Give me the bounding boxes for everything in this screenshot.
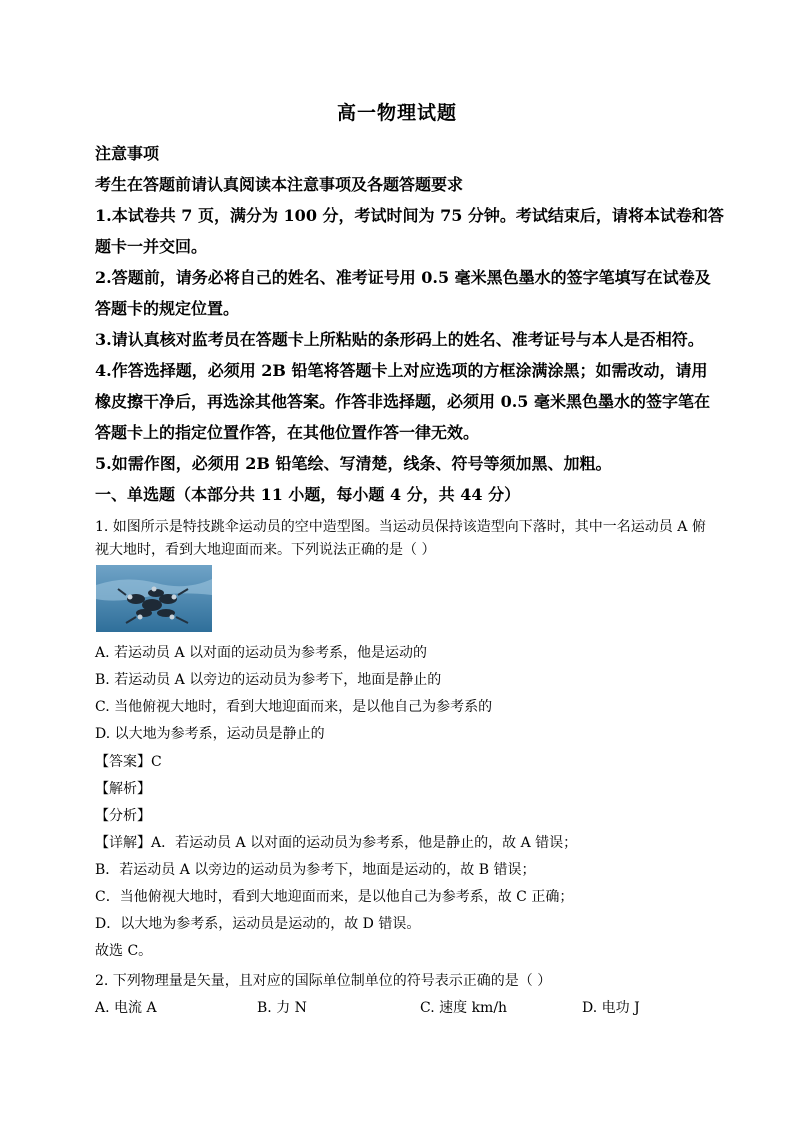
q2-stem: 2. 下列物理量是矢量，且对应的国际单位制单位的符号表示正确的是（ ） [95,973,552,989]
q1-option-b: B. 若运动员 A 以旁边的运动员为参考下，地面是静止的 [95,672,442,688]
q1-analysis-label: 【解析】 [95,781,151,797]
notice-line-4: 答题卡的规定位置。 [95,299,240,318]
page-title: 高一物理试题 [336,102,457,124]
notice-line-5: 3.请认真核对监考员在答题卡上所粘贴的条形码上的姓名、准考证号与本人是否相符。 [95,330,704,349]
q2-option-d: D. 电功 J [582,1000,640,1016]
q1-detail-2: B．若运动员 A 以旁边的运动员为参考下，地面是运动的，故 B 错误； [95,862,536,878]
notice-line-9: 5.如需作图，必须用 2B 铅笔绘、写清楚，线条、符号等须加黑、加粗。 [95,454,612,473]
q1-option-d: D. 以大地为参考系，运动员是静止的 [95,726,325,742]
q1-detail-3: C．当他俯视大地时，看到大地迎面而来，是以他自己为参考系，故 C 正确； [95,889,574,905]
q1-stem-line-2: 视大地时，看到大地迎面而来。下列说法正确的是（ ） [95,542,436,558]
q1-option-c: C. 当他俯视大地时，看到大地迎面而来，是以他自己为参考系的 [95,699,493,715]
q1-stem-line-1: 1. 如图所示是特技跳伞运动员的空中造型图。当运动员保持该造型向下落时，其中一名运动员 A 俯 [95,519,706,535]
q1-answer: 【答案】C [95,754,162,770]
notice-line-8: 答题卡上的指定位置作答，在其他位置作答一律无效。 [95,423,480,442]
q1-option-a: A. 若运动员 A 以对面的运动员为参考系，他是运动的 [95,645,428,661]
q1-detail-4: D．以大地为参考系，运动员是运动的，故 D 错误。 [95,916,421,932]
section-heading: 一、单选题（本部分共 11 小题，每小题 4 分，共 44 分） [95,485,521,504]
q1-fenxi-label: 【分析】 [95,808,151,824]
notice-line-3: 2.答题前，请务必将自己的姓名、准考证号用 0.5 毫米黑色墨水的签字笔填写在试卷及 [95,268,711,287]
q2-option-c: C. 速度 km/h [420,1000,508,1016]
notice-line-2: 题卡一并交回。 [95,237,208,256]
notice-intro: 考生在答题前请认真阅读本注意事项及各题答题要求 [95,175,464,194]
notice-line-7: 橡皮擦干净后，再选涂其他答案。作答非选择题，必须用 0.5 毫米黑色墨水的签字笔在 [95,392,710,411]
notice-line-6: 4.作答选择题，必须用 2B 铅笔将答题卡上对应选项的方框涂满涂黑；如需改动，请用 [95,361,708,380]
q2-option-a: A. 电流 A [95,1000,157,1016]
skydivers-photo [96,565,212,632]
notice-line-1: 1.本试卷共 7 页，满分为 100 分，考试时间为 75 分钟。考试结束后，请将本试卷和答 [95,206,724,225]
notice-heading: 注意事项 [95,144,160,163]
q2-option-b: B. 力 N [257,1000,307,1016]
q1-detail-5: 故选 C。 [95,943,153,959]
q1-detail-1: 【详解】A．若运动员 A 以对面的运动员为参考系，他是静止的，故 A 错误； [95,835,578,851]
